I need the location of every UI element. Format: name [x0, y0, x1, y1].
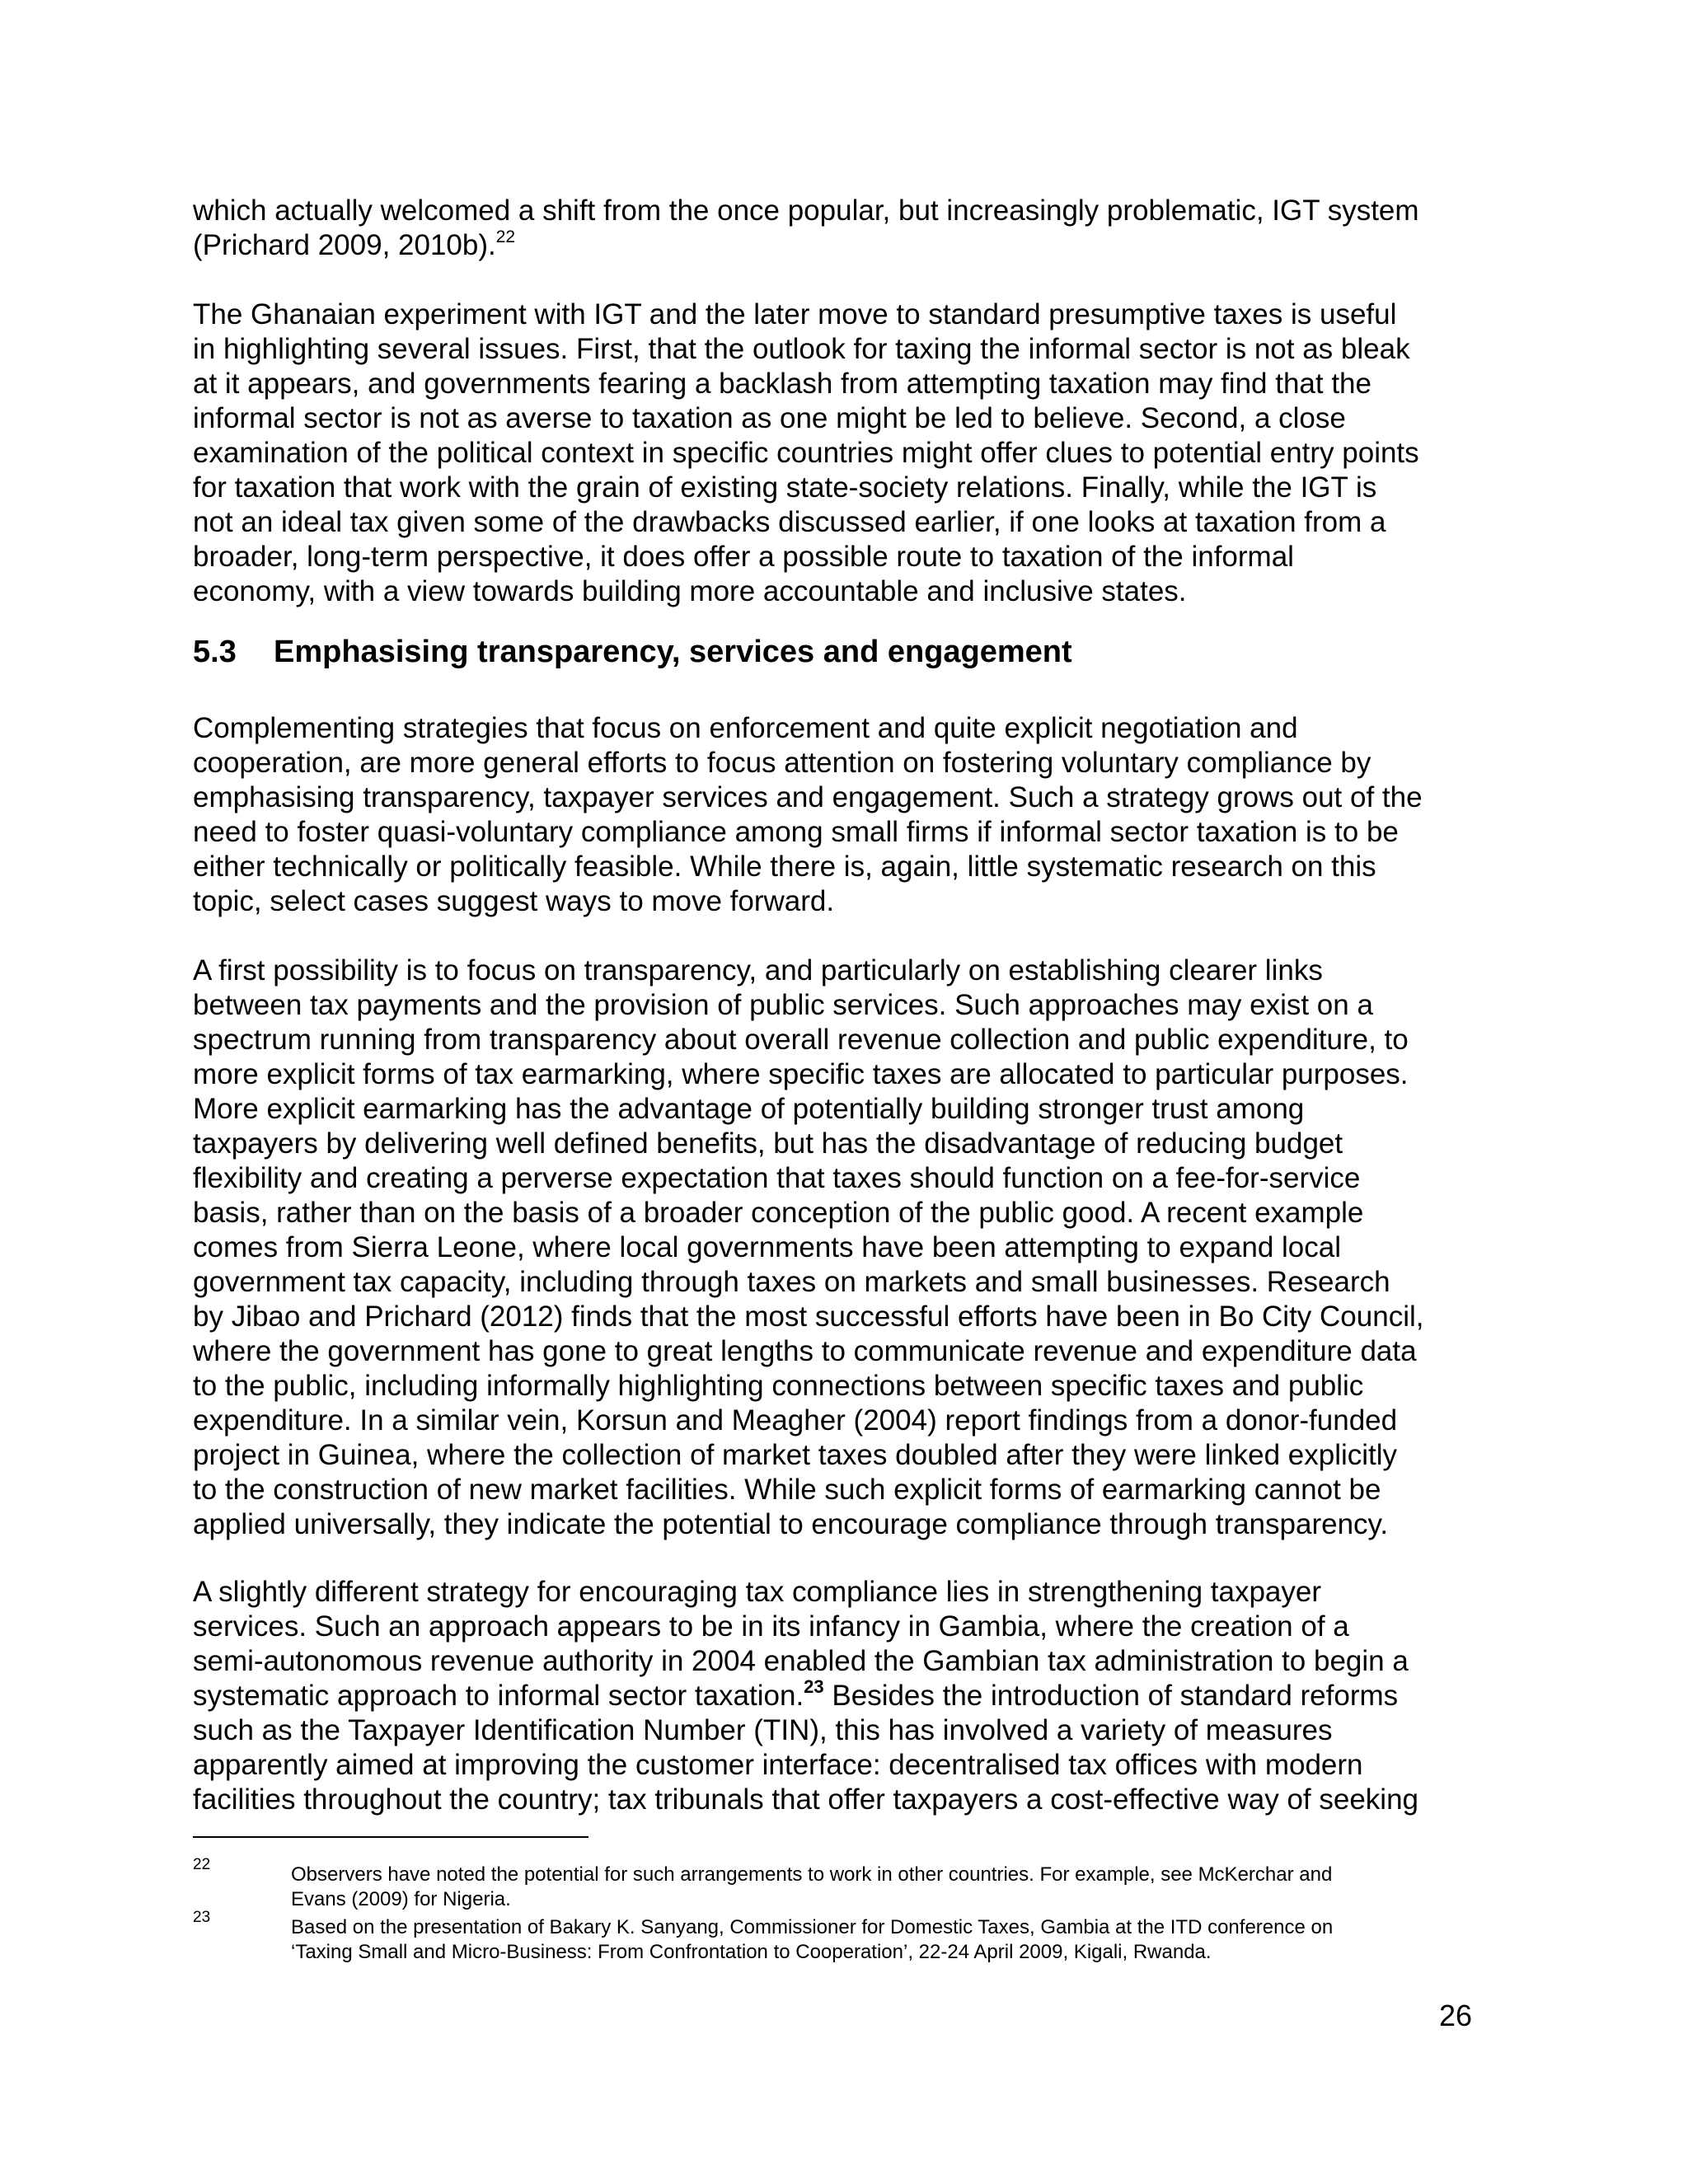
text-line: flexibility and creating a perverse expectation that taxes should function on a fee-for-service: [193, 1162, 1361, 1194]
text-line: emphasising transparency, taxpayer services and engagement. Such a strategy grows out of the: [193, 781, 1423, 813]
text-line: such as the Taxpayer Identification Number (TIN), this has involved a variety of measures: [193, 1714, 1333, 1746]
text-line: A slightly different strategy for encouraging tax compliance lies in strengthening taxpayer: [193, 1576, 1322, 1608]
text-line: basis, rather than on the basis of a broader conception of the public good. A recent example: [193, 1197, 1364, 1229]
text-line: broader, long-term perspective, it does offer a possible route to taxation of the informal: [193, 541, 1294, 573]
paragraph-1: [193, 298, 1479, 609]
footnote-text-line: Based on the presentation of Bakary K. Sanyang, Commissioner for Domestic Taxes, Gambia at the ITD conference on: [291, 1916, 1334, 1938]
text-line: government tax capacity, including through taxes on markets and small businesses. Research: [193, 1266, 1390, 1298]
paragraph-0: [193, 194, 1479, 263]
footnote-text-line: Observers have noted the potential for such arrangements to work in other countries. For example, see McKerchar and: [291, 1863, 1333, 1886]
text-line: informal sector is not as averse to taxation as one might be led to believe. Second, a close: [193, 402, 1346, 434]
text-line: to the construction of new market facilities. While such explicit forms of earmarking cannot be: [193, 1474, 1381, 1506]
footnote-ref-22[interactable]: 22: [495, 227, 516, 247]
section-heading: [193, 633, 1072, 671]
paragraph-3: [193, 954, 1479, 1542]
footnote-text-line: Evans (2009) for Nigeria.: [291, 1888, 511, 1910]
text-line: apparently aimed at improving the customer interface: decentralised tax offices with modern: [193, 1749, 1363, 1781]
footnote-number: 22: [193, 1856, 211, 1873]
text-line: by Jibao and Prichard (2012) finds that the most successful efforts have been in Bo City Council,: [193, 1301, 1424, 1333]
paragraph-2: [193, 711, 1479, 919]
text-line: (Prichard 2009, 2010b).$^{22}$: [193, 227, 516, 261]
text-line: need to foster quasi-voluntary compliance among small firms if informal sector taxation is to be: [193, 816, 1399, 848]
text-line: project in Guinea, where the collection of market taxes doubled after they were linked explicitly: [193, 1439, 1398, 1471]
text-line: More explicit earmarking has the advantage of potentially building stronger trust among: [193, 1093, 1305, 1125]
text-line: Complementing strategies that focus on enforcement and quite explicit negotiation and: [193, 712, 1298, 744]
text-line: not an ideal tax given some of the drawbacks discussed earlier, if one looks at taxation from a: [193, 506, 1386, 538]
text-line: examination of the political context in specific countries might offer clues to potential entry points: [193, 437, 1419, 469]
text-line: applied universally, they indicate the potential to encourage compliance through transparency.: [193, 1508, 1389, 1540]
text-line: cooperation, are more general efforts to focus attention on fostering voluntary compliance by: [193, 747, 1372, 779]
text-line: economy, with a view towards building more accountable and inclusive states.: [193, 575, 1187, 607]
text-line: comes from Sierra Leone, where local governments have been attempting to expand local: [193, 1231, 1342, 1263]
section-number: 5.3: [193, 635, 237, 669]
text-line: between tax payments and the provision of public services. Such approaches may exist on a: [193, 989, 1373, 1021]
text-line: topic, select cases suggest ways to move forward.: [193, 885, 835, 917]
section-title: Emphasising transparency, services and engagement: [274, 635, 1072, 669]
text-line: facilities throughout the country; tax tribunals that offer taxpayers a cost-effective way of seeking: [193, 1783, 1419, 1816]
text-line: either technically or politically feasible. While there is, again, little systematic research on this: [193, 851, 1376, 883]
text-line: to the public, including informally highlighting connections between specific taxes and public: [193, 1370, 1364, 1402]
text-line: for taxation that work with the grain of existing state-society relations. Finally, while the IGT is: [193, 471, 1377, 504]
text-line: expenditure. In a similar vein, Korsun and Meagher (2004) report findings from a donor-funded: [193, 1404, 1398, 1436]
text-line: services. Such an approach appears to be in its infancy in Gambia, where the creation of a: [193, 1610, 1349, 1643]
text-line: at it appears, and governments fearing a backlash from attempting taxation may find that the: [193, 368, 1372, 400]
text-line: spectrum running from transparency about overall revenue collection and public expenditure, to: [193, 1024, 1409, 1056]
text-line: systematic approach to informal sector taxation.$^{23}$ Besides the introduction of standard reforms: [193, 1676, 1399, 1712]
footnote-text-line: ‘Taxing Small and Micro-Business: From Confrontation to Cooperation’, 22-24 April 2009, Kigali, Rwanda.: [291, 1941, 1212, 1963]
footnote-ref-23[interactable]: 23: [804, 1676, 824, 1698]
paragraph-4: [193, 1575, 1479, 1817]
text-line: which actually welcomed a shift from the once popular, but increasingly problematic, IGT system: [193, 194, 1419, 227]
footnote-number: 23: [193, 1909, 211, 1926]
footnote-separator: [193, 1836, 588, 1838]
text-line: more explicit forms of tax earmarking, where specific taxes are allocated to particular purposes.: [193, 1058, 1409, 1090]
text-line: A first possibility is to focus on transparency, and particularly on establishing clearer links: [193, 954, 1323, 987]
text-line: taxpayers by delivering well defined benefits, but has the disadvantage of reducing budget: [193, 1127, 1343, 1160]
text-line: semi-autonomous revenue authority in 2004 enabled the Gambian tax administration to begin a: [193, 1645, 1409, 1677]
page-number: 26: [1439, 1999, 1473, 2032]
text-line: in highlighting several issues. First, that the outlook for taxing the informal sector is not as bleak: [193, 333, 1410, 365]
text-line: The Ghanaian experiment with IGT and the later move to standard presumptive taxes is useful: [193, 298, 1397, 330]
text-line: where the government has gone to great lengths to communicate revenue and expenditure data: [193, 1335, 1417, 1367]
